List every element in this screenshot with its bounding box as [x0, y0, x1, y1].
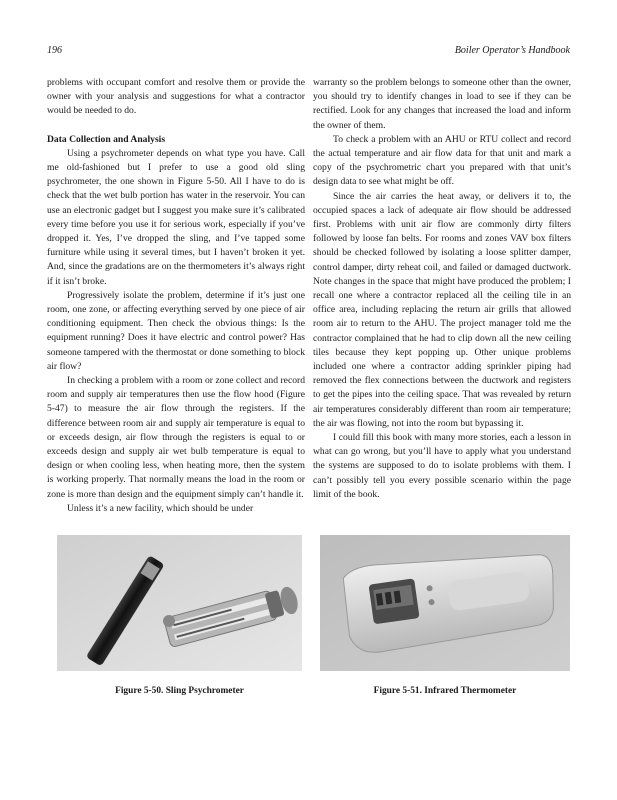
paragraph: Unless it’s a new facility, which should be under: [67, 502, 254, 514]
running-header-title: Boiler Operator’s Handbook: [454, 45, 570, 56]
paragraph: Progressively isolate the problem, determine if it’s just one room, one zone, or affecting everything served by one piece of air conditioning equipment. Then check the obvious things: Is the equipment running? Does it have electric and control power? Has someone tampered with the thermostat or done something to block air flow?: [47, 289, 305, 372]
infrared-thermometer-illustration: [320, 535, 570, 671]
figure-caption: Figure 5-50. Sling Psychrometer: [115, 686, 244, 696]
left-column: [47, 76, 305, 516]
infrared-thermometer-photo: [320, 535, 570, 671]
sling-psychrometer-illustration: [57, 535, 302, 671]
right-column: [313, 76, 571, 502]
paragraph: Using a psychrometer depends on what type you have. Call me old-fashioned but I prefer to use a good old sling psychrometer, the one shown in Figure 5-50. All I have to do is check that the wet bulb portion has water in the reservoir. You can use an electronic gadget but I suggest you make sure it’s calibrated every time before you use it for serious work, especially if you’ve dropped it. Yes, I’ve dropped the sling, and I’ve tapped some furniture while using it several times, but I haven’t broken it yet. And, since the gradations are on the thermometers it’s always right if it isn’t broke.: [47, 147, 305, 287]
figure-caption: Figure 5-51. Infrared Thermometer: [373, 686, 517, 696]
section-heading: Data Collection and Analysis: [47, 133, 166, 145]
paragraph: I could fill this book with many more stories, each a lesson in what can go wrong, but you’ll have to apply what you understand the systems are supposed to do to isolate problems with them. I can’t possibly tell you every possible scenario within the page limit of the book.: [313, 432, 571, 500]
paragraph: To check a problem with an AHU or RTU collect and record the actual temperature and air flow data for that unit and mark a copy of the psychrometric chart you prepared with that unit’s design data to see what might be off.: [313, 133, 571, 188]
paragraph: warranty so the problem belongs to someone other than the owner, you should try to identify changes in load to see if they can be rectified. Look for any changes that increased the load and inform the owner of them.: [313, 77, 571, 131]
sling-psychrometer-photo: [57, 535, 302, 671]
paragraph: Since the air carries the heat away, or delivers it to, the occupied spaces a lack of adequate air flow should be addressed first. Problems with unit air flow are commonly dirty filters followed by loose fan belts. For rooms and zones VAV box filters should be checked followed by isolating a loose splitter damper, control damper, dirty reheat coil, and failed or damaged ductwork. Note changes in the space that might have produced the problem; I recall one where a contractor replaced all the ceiling tile in an office area, including replacing the return air grills that allowed room air to return to the AHU. The project manager told me the contractor complained that he had to clip down all the new ceiling tiles because they kept popping up. Other unique problems included one where a contractor adding sprinkler piping had removed the flex connections between the ductwork and registers to get the pipes into the ceiling space. That was revealed by return air temperatures considerably different than room air temperature; the air was flowing, not into the room but bypassing it.: [313, 190, 571, 429]
paragraph: problems with occupant comfort and resolve them or provide the owner with your analysis and suggestions for what a contractor would be needed to do.: [47, 77, 305, 117]
page-number: 196: [47, 45, 62, 56]
paragraph: In checking a problem with a room or zone collect and record room and supply air temperatures then use the flow hood (Figure 5-47) to measure the air flow through the registers. If the difference between room air and supply air temperature is equal to or exceeds design, air flow through the registers is equal to or exceeds design and supply air wet bulb temperature is equal to design or when cooling less, when heating more, then the system is working properly. That normally means the load in the room or zone is more than design and the equipment simply can’t handle it.: [47, 375, 305, 500]
